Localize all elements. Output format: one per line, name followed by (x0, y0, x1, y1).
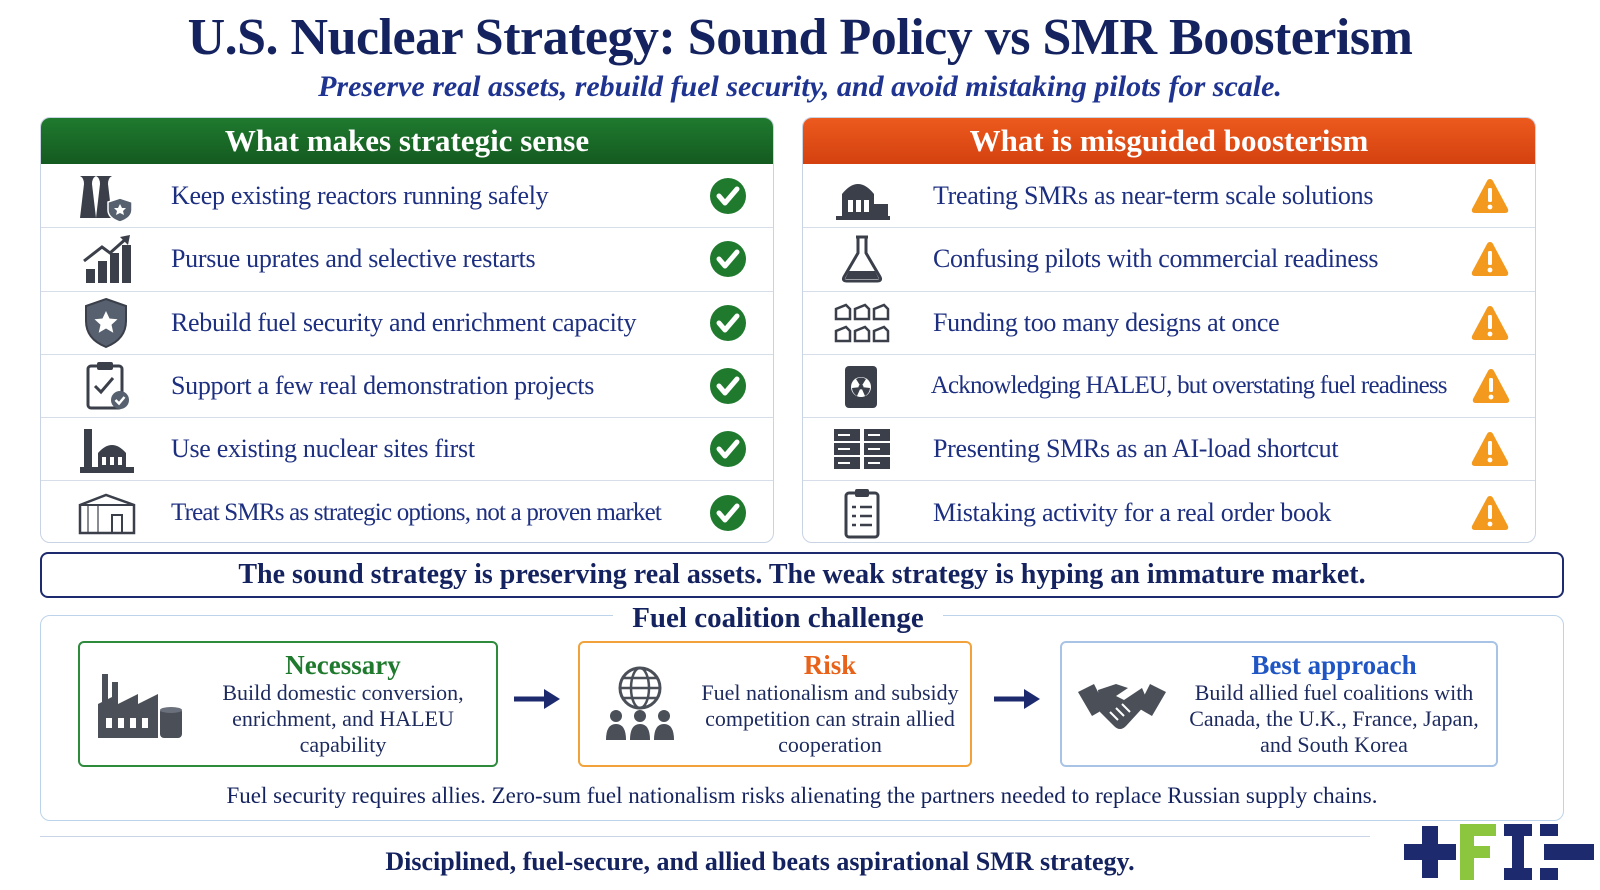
footer-tagline: Disciplined, fuel-secure, and allied beats aspirational SMR strategy. (385, 847, 1135, 876)
shield-star-icon (41, 291, 171, 354)
cooling-towers-shield-icon (41, 164, 171, 227)
check-circle-icon (683, 366, 773, 406)
reactor-building-icon (803, 164, 921, 227)
page-title: U.S. Nuclear Strategy: Sound Policy vs SMR Boosterism (187, 9, 1413, 66)
list-item-text: Confusing pilots with commercial readiness (933, 244, 1379, 274)
clipboard-check-icon (41, 355, 171, 418)
list-item (803, 291, 1535, 354)
list-item (41, 417, 773, 480)
nuclear-site-icon (41, 418, 171, 481)
list-item (803, 354, 1535, 417)
server-rack-icon (803, 418, 921, 481)
list-item (803, 417, 1535, 480)
warning-triangle-icon (1445, 429, 1535, 469)
page-subtitle: Preserve real assets, rebuild fuel security, and avoid mistaking pilots for scale. (318, 70, 1282, 103)
list-item (41, 291, 773, 354)
list-item (803, 480, 1535, 543)
necessary-heading: Necessary (285, 650, 401, 680)
list-item (803, 227, 1535, 290)
boosterism-heading: What is misguided boosterism (803, 118, 1535, 164)
arrow-right-icon (512, 684, 562, 714)
warning-triangle-icon (1445, 239, 1535, 279)
list-item (41, 354, 773, 417)
list-item-text: Treating SMRs as near-term scale solutions (933, 180, 1374, 210)
modular-building-icon (41, 481, 171, 543)
risk-text: Fuel nationalism and subsidy competition can strain allied cooperation (701, 680, 959, 757)
radioactive-barrel-icon (803, 355, 919, 418)
list-item-text: Treat SMRs as strategic options, not a proven market (171, 498, 662, 526)
warning-triangle-icon (1445, 176, 1535, 216)
risk-heading: Risk (803, 650, 857, 680)
list-item-text: Use existing nuclear sites first (171, 434, 475, 464)
list-item-text: Keep existing reactors running safely (171, 180, 549, 210)
strategic-sense-list (41, 164, 773, 543)
handshake-icon (1062, 664, 1182, 744)
list-item-text: Acknowledging HALEU, but overstating fuel readiness (930, 372, 1447, 400)
multiple-designs-icon (803, 291, 921, 354)
best-approach-text: Build allied fuel coalitions with Canada, the U.K., France, Japan, and South Korea (1189, 680, 1479, 757)
list-item-text: Pursue uprates and selective restarts (171, 244, 536, 274)
strategic-sense-panel (40, 117, 774, 543)
check-circle-icon (683, 239, 773, 279)
check-circle-icon (683, 303, 773, 343)
risk-card (578, 641, 972, 767)
list-item (803, 164, 1535, 227)
arrow-right-icon (992, 684, 1042, 714)
list-item-text: Funding too many designs at once (933, 307, 1280, 337)
best-approach-heading: Best approach (1251, 650, 1417, 680)
necessary-text: Build domestic conversion, enrichment, and HALEU capability (222, 680, 464, 757)
globe-people-icon (580, 664, 700, 744)
factory-icon (80, 664, 200, 744)
divider (40, 836, 1370, 837)
strategic-sense-heading: What makes strategic sense (41, 118, 773, 164)
list-item-text: Presenting SMRs as an AI-load shortcut (933, 434, 1339, 464)
warning-triangle-icon (1447, 366, 1535, 406)
warning-triangle-icon (1445, 493, 1535, 533)
fuel-note: Fuel security requires allies. Zero-sum fuel nationalism risks alienating the partners needed to replace Russian supply chains. (226, 783, 1378, 808)
check-circle-icon (683, 493, 773, 533)
fuel-coalition-title: Fuel coalition challenge (613, 603, 943, 633)
check-circle-icon (683, 429, 773, 469)
best-approach-card (1060, 641, 1498, 767)
list-item-text: Rebuild fuel security and enrichment capacity (171, 307, 637, 337)
warning-triangle-icon (1445, 303, 1535, 343)
flask-icon (803, 228, 921, 291)
list-item (41, 480, 773, 543)
summary-banner: The sound strategy is preserving real assets. The weak strategy is hyping an immature market. (40, 552, 1564, 598)
list-item-text: Support a few real demonstration projects (171, 371, 595, 401)
boosterism-list (803, 164, 1535, 543)
checklist-icon (803, 481, 921, 543)
list-item (41, 164, 773, 227)
brand-logo (1404, 820, 1594, 884)
check-circle-icon (683, 176, 773, 216)
boosterism-panel (802, 117, 1536, 543)
bar-chart-growth-icon (41, 228, 171, 291)
list-item (41, 227, 773, 290)
list-item-text: Mistaking activity for a real order book (933, 497, 1332, 527)
necessary-card (78, 641, 498, 767)
